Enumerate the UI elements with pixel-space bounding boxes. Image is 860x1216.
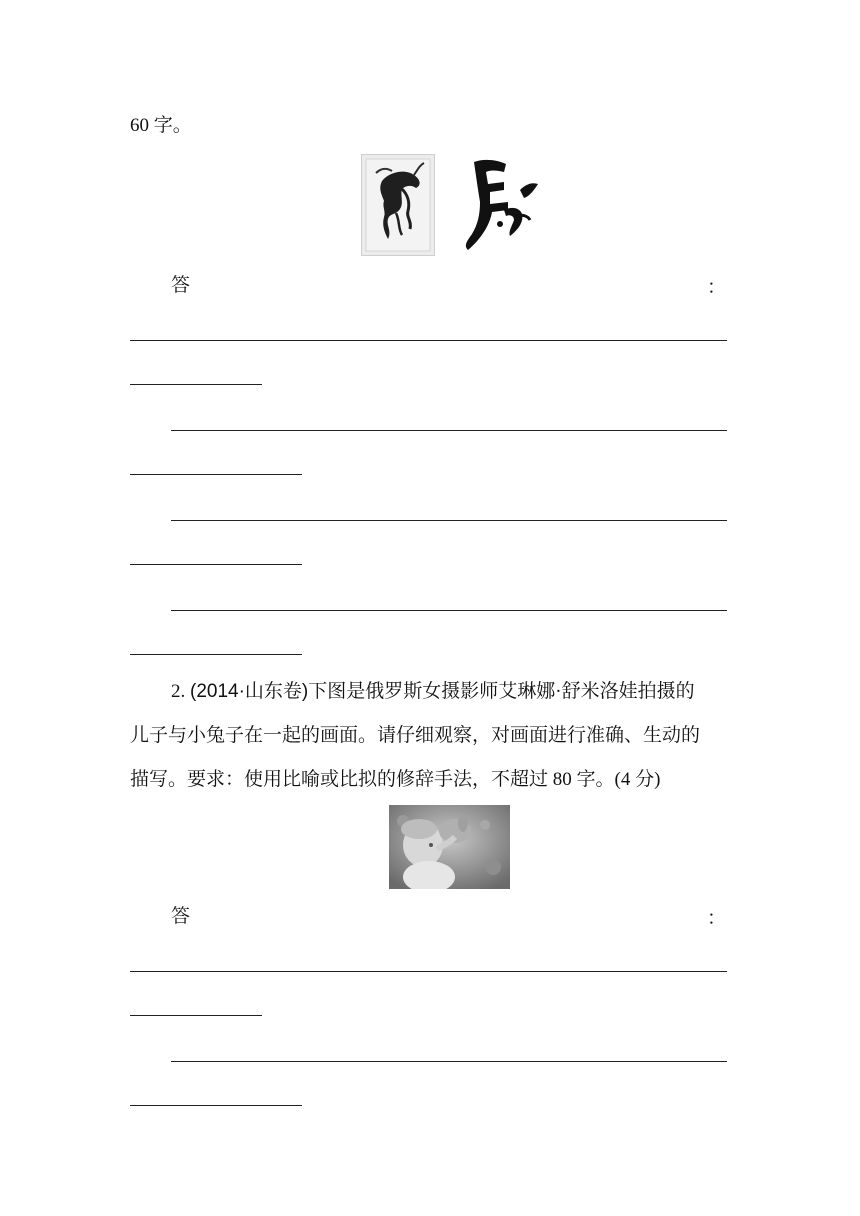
- answer-label: 答: [171, 275, 191, 296]
- horse-painting-image: [361, 154, 435, 256]
- horse-calligraphy-graphic: [460, 154, 542, 254]
- answer-line: [130, 1105, 302, 1106]
- question-number: 2.: [171, 681, 190, 702]
- question-2-line-1: [171, 680, 695, 704]
- answer-line: [171, 1061, 727, 1062]
- question-text: 下图是俄罗斯女摄影师艾琳娜·舒米洛娃拍摄的: [308, 681, 695, 702]
- answer-line: [130, 384, 262, 385]
- answer-line: [130, 474, 302, 475]
- question-2-line-3: 描写。要求：使用比喻或比拟的修辞手法，不超过 80 字。(4 分): [130, 769, 661, 790]
- answer-line: [130, 971, 727, 972]
- answer-line: [130, 564, 302, 565]
- answer-line: [171, 430, 727, 431]
- question-source: (2014·山东卷): [190, 681, 309, 702]
- answer-line: [130, 1015, 262, 1016]
- answer-line: [130, 340, 727, 341]
- horse-calligraphy-image: [460, 154, 542, 254]
- answer-label: 答: [171, 906, 191, 927]
- question-tail-text: 60 字。: [130, 115, 192, 136]
- answer-line: [171, 520, 727, 521]
- answer-line: [171, 610, 727, 611]
- child-rabbit-photo: [389, 805, 510, 889]
- question-2-line-2: 儿子与小兔子在一起的画面。请仔细观察，对画面进行准确、生动的: [130, 725, 701, 746]
- answer-colon: ：: [707, 908, 727, 929]
- horse-painting-graphic: [362, 155, 434, 255]
- answer-colon: ：: [707, 277, 727, 298]
- answer-line: [130, 654, 302, 655]
- child-rabbit-graphic: [389, 805, 510, 889]
